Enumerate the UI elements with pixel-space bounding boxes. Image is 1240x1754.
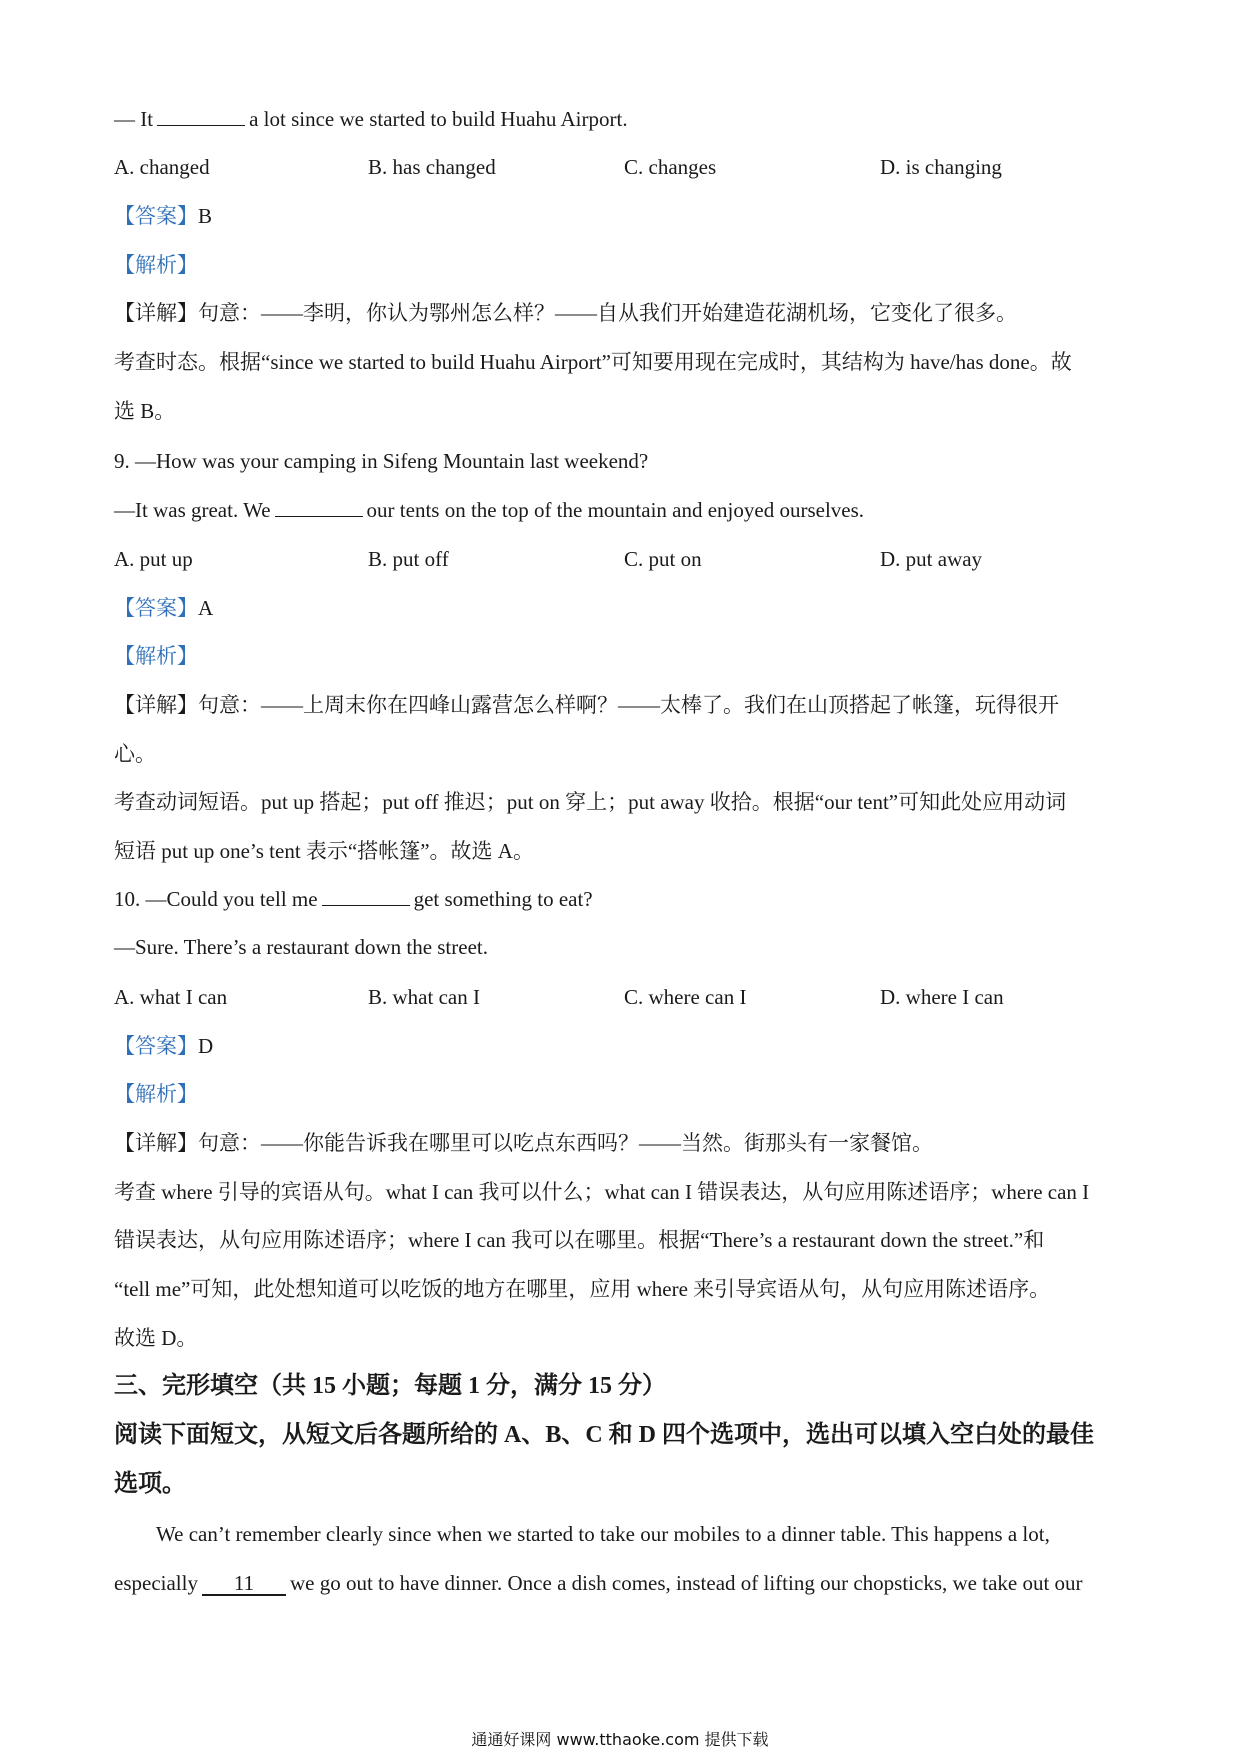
- q9-explanation-2: 短语 put up one’s tent 表示“搭帐篷”。故选 A。: [114, 839, 534, 863]
- answer-blank: [322, 887, 410, 906]
- q8-explanation-1: 考查时态。根据“since we started to build Huahu Airport”可知要用现在完成时，其结构为 have/has done。故: [114, 350, 1072, 374]
- q10-explanation-2: 错误表达，从句应用陈述语序；where I can 我可以在哪里。根据“There’s a restaurant down the street.”和: [114, 1228, 1045, 1252]
- q10-option-c: C. where can I: [624, 985, 747, 1009]
- page-footer: 通通好课网 www.tthaoke.com 提供下载: [471, 1730, 769, 1749]
- q9-analysis-tag: 【解析】: [114, 644, 198, 668]
- q9-option-c: C. put on: [624, 547, 702, 571]
- q10-explanation-4: 故选 D。: [114, 1326, 198, 1350]
- section-instruction-1: 阅读下面短文，从短文后各题所给的 A、B、C 和 D 四个选项中，选出可以填入空白处的最佳: [114, 1422, 1095, 1448]
- q10-option-a: A. what I can: [114, 985, 228, 1009]
- answer-tag: 【答案】: [114, 1034, 198, 1058]
- section-instruction-2: 选项。: [114, 1471, 186, 1497]
- passage-line-2: especially 11 we go out to have dinner. Once a dish comes, instead of lifting our chopsticks, we take out our: [114, 1571, 1083, 1595]
- q8-option-d: D. is changing: [880, 155, 1002, 179]
- q10-option-d: D. where I can: [880, 985, 1004, 1009]
- q8-option-b: B. has changed: [368, 155, 496, 179]
- q10-stem-2: —Sure. There’s a restaurant down the street.: [114, 935, 488, 959]
- answer-tag: 【答案】: [114, 596, 198, 620]
- q9-stem-2: —It was great. We our tents on the top of the mountain and enjoyed ourselves.: [114, 498, 865, 522]
- cloze-blank-11: 11: [202, 1572, 286, 1596]
- q9-option-b: B. put off: [368, 547, 449, 571]
- q10-detail: 【详解】句意：——你能告诉我在哪里可以吃点东西吗？——当然。街那头有一家餐馆。: [114, 1131, 933, 1155]
- q9-explanation-1: 考查动词短语。put up 搭起；put off 推迟；put on 穿上；put away 收拾。根据“our tent”可知此处应用动词: [114, 790, 1067, 814]
- q9-option-d: D. put away: [880, 547, 983, 571]
- q8-answer: 【答案】B: [114, 204, 213, 228]
- q10-analysis-tag: 【解析】: [114, 1082, 198, 1106]
- answer-blank: [275, 498, 363, 517]
- q8-analysis-tag: 【解析】: [114, 253, 198, 277]
- answer-tag: 【答案】: [114, 204, 198, 228]
- q9-answer: 【答案】A: [114, 596, 214, 620]
- q9-option-a: A. put up: [114, 547, 193, 571]
- q8-explanation-2: 选 B。: [114, 399, 176, 423]
- q10-explanation-3: “tell me”可知，此处想知道可以吃饭的地方在哪里，应用 where 来引导宾语从句，从句应用陈述语序。: [114, 1277, 1051, 1301]
- q10-explanation-1: 考查 where 引导的宾语从句。what I can 我可以什么；what can I 错误表达，从句应用陈述语序；where can I: [114, 1180, 1090, 1204]
- q9-stem-1: 9. —How was your camping in Sifeng Mountain last weekend?: [114, 449, 649, 473]
- answer-blank: [157, 107, 245, 126]
- q8-option-c: C. changes: [624, 155, 717, 179]
- passage-line-1: We can’t remember clearly since when we started to take our mobiles to a dinner table. This happens a lot,: [156, 1522, 1050, 1546]
- q8-detail: 【详解】句意：——李明，你认为鄂州怎么样？——自从我们开始建造花湖机场，它变化了很多。: [114, 301, 1017, 325]
- q8-stem: — It a lot since we started to build Huahu Airport.: [114, 107, 628, 131]
- q10-option-b: B. what can I: [368, 985, 480, 1009]
- q10-stem-1: 10. —Could you tell me get something to eat?: [114, 887, 593, 911]
- q9-detail-2: 心。: [114, 742, 156, 766]
- q9-detail-1: 【详解】句意：——上周末你在四峰山露营怎么样啊？——太棒了。我们在山顶搭起了帐篷，玩得很开: [114, 693, 1059, 717]
- q8-option-a: A. changed: [114, 155, 210, 179]
- q10-answer: 【答案】D: [114, 1034, 214, 1058]
- section-title: 三、完形填空（共 15 小题；每题 1 分，满分 15 分）: [114, 1373, 666, 1399]
